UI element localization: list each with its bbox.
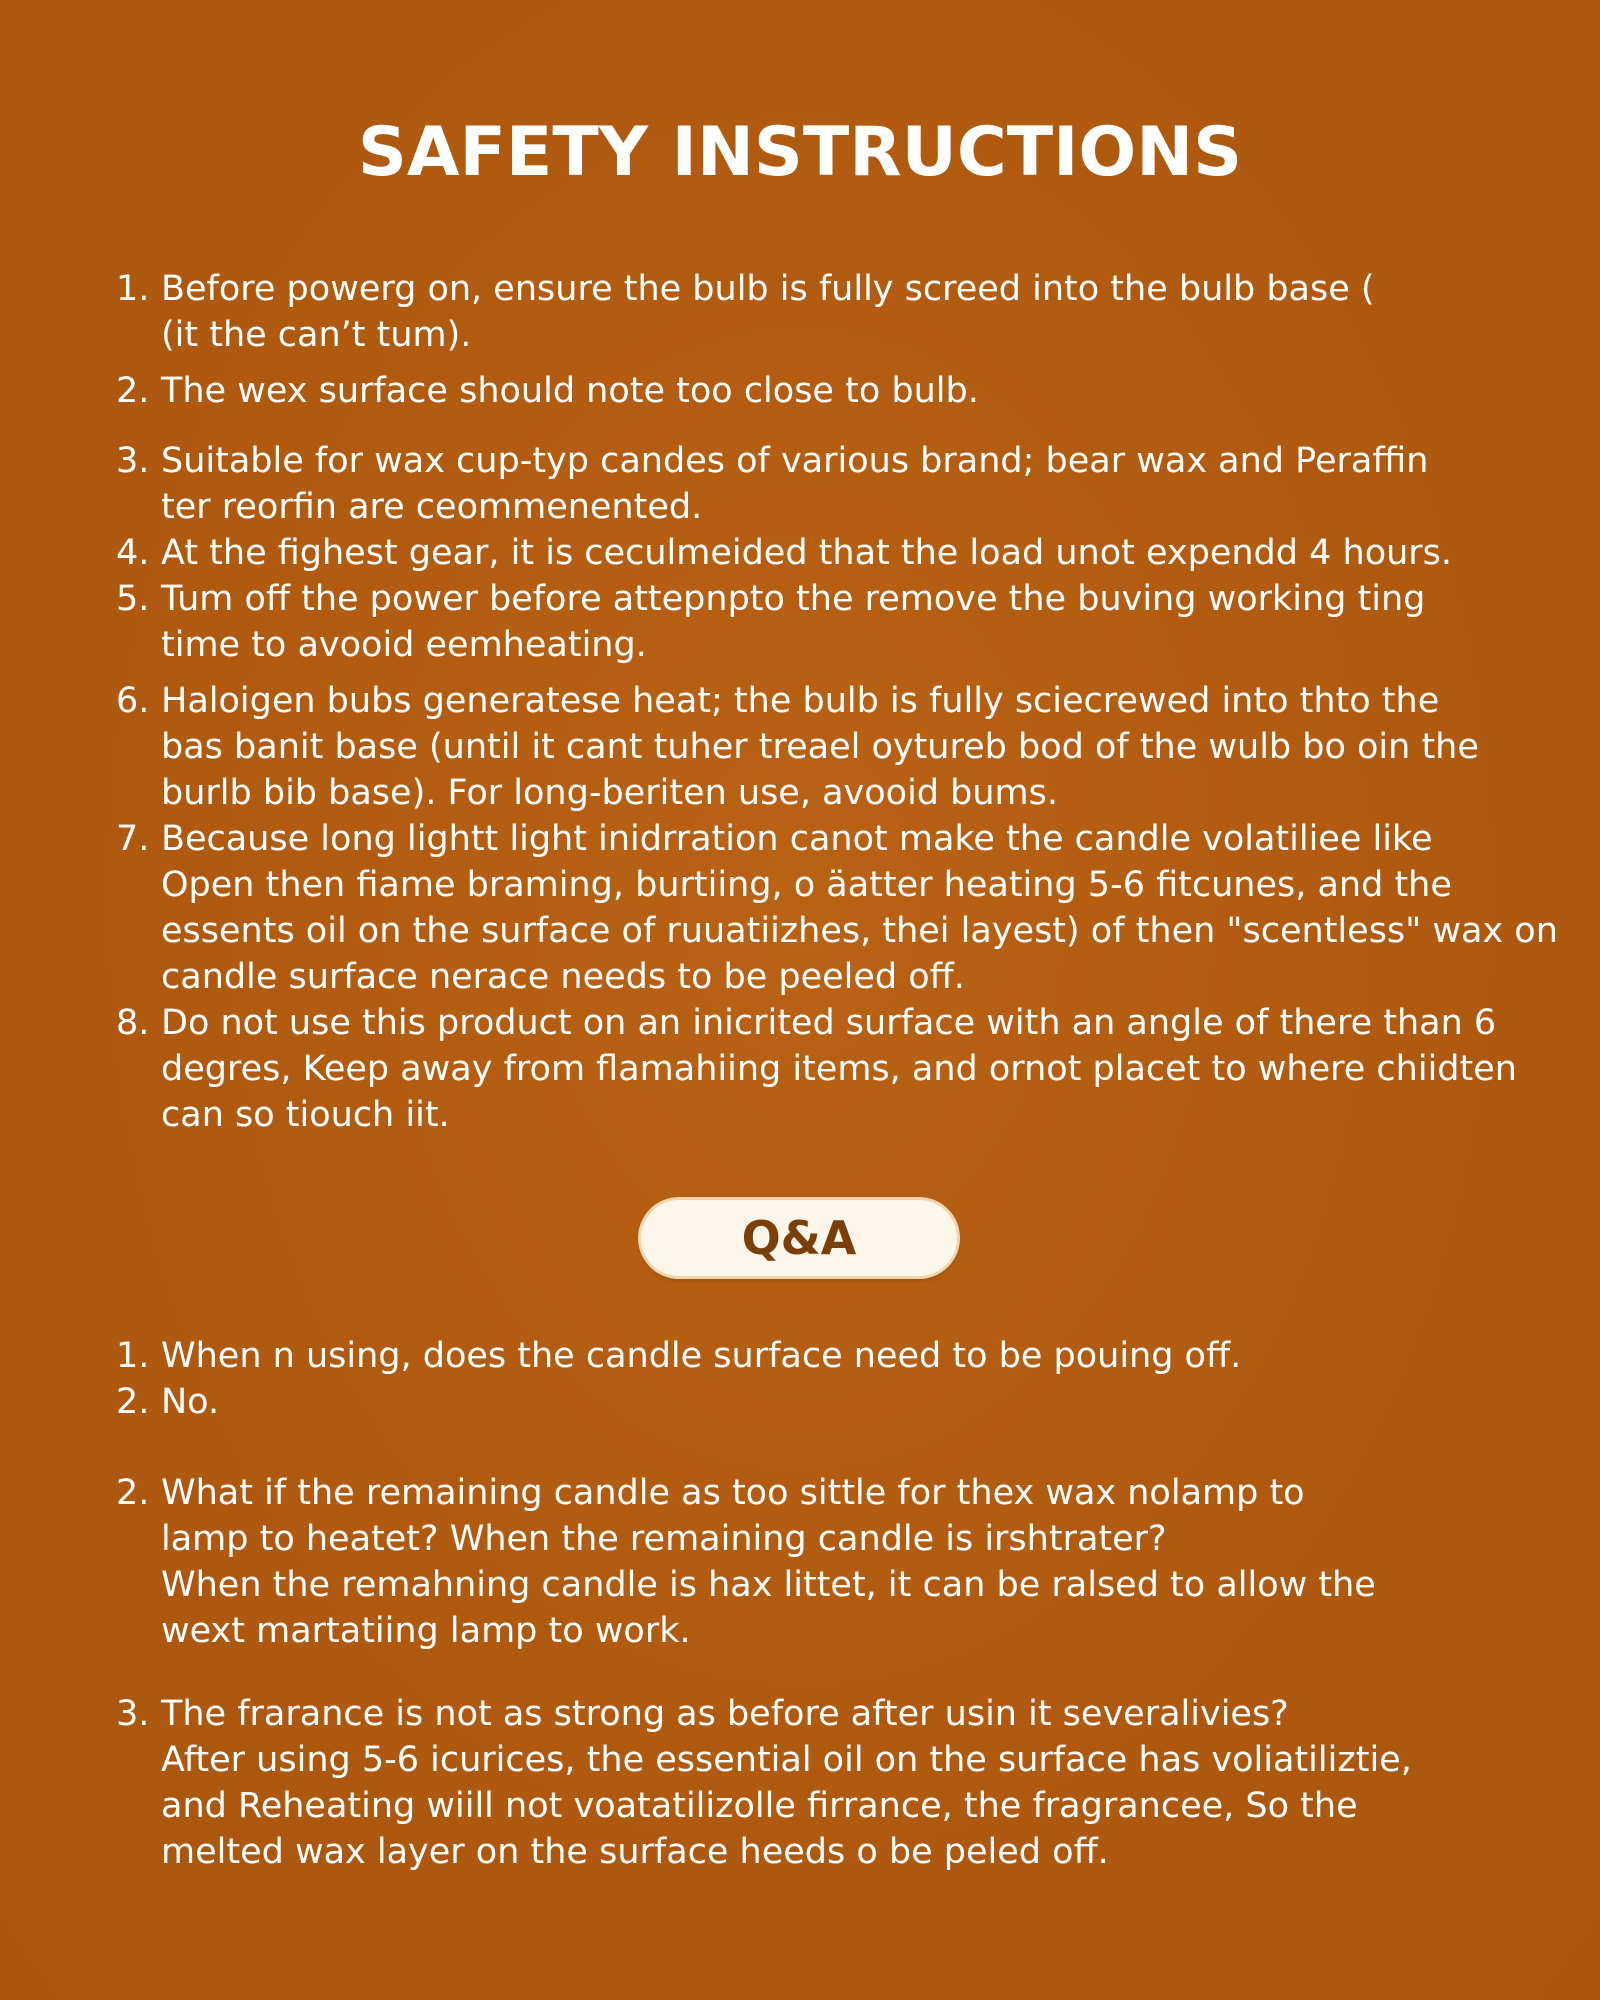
item-number: 4. bbox=[116, 533, 150, 573]
item-number: 3. bbox=[116, 441, 150, 481]
qa-item bbox=[116, 1333, 1496, 1379]
item-text-line: Because long lightt light inidrration canot make the candle volatiliee like bbox=[161, 819, 1433, 859]
item-text-line: Before powerg on, ensure the bulb is fully screed into the bulb base ( bbox=[161, 269, 1375, 309]
page-title: SAFETY INSTRUCTIONS bbox=[357, 113, 1243, 192]
item-text-line: can so tiouch iit. bbox=[161, 1095, 450, 1135]
item-number: 1. bbox=[116, 269, 150, 309]
item-number: 2. bbox=[116, 1382, 150, 1422]
item-text-line: burlb bib base). For long-beriten use, avooid bums. bbox=[161, 773, 1058, 813]
safety-item-8 bbox=[116, 1000, 1517, 1138]
item-text-line: The frarance is not as strong as before after usin it severalivies? bbox=[161, 1694, 1289, 1734]
item-text-line: Tum off the power before attepnpto the remove the buving working ting bbox=[161, 579, 1426, 619]
item-text-line: time to avooid eemheating. bbox=[161, 625, 647, 665]
item-number: 7. bbox=[116, 819, 150, 859]
item-text-line: The wex surface should note too close to bulb. bbox=[161, 371, 979, 411]
item-text-line: After using 5-6 icurices, the essential oil on the surface has voliatiliztie, bbox=[161, 1740, 1412, 1780]
item-text-line: At the fighest gear, it is ceculmeided that the load unot expendd 4 hours. bbox=[161, 533, 1453, 573]
item-text-line: lamp to heatet? When the remaining candle is irshtrater? bbox=[161, 1519, 1167, 1559]
item-text-line: degres, Keep away from flamahiing items, and ornot placet to where chiidten bbox=[161, 1049, 1517, 1089]
item-text-line: ter reorfin are ceommenented. bbox=[161, 487, 703, 527]
item-text-line: What if the remaining candle as too sittle for thex wax nolamp to bbox=[161, 1473, 1305, 1513]
item-number: 8. bbox=[116, 1003, 150, 1043]
item-text-line: No. bbox=[161, 1382, 220, 1422]
qa-list-group-3 bbox=[116, 1691, 1496, 1875]
item-text-line: (it the can’t tum). bbox=[161, 315, 472, 355]
item-text-line: When n using, does the candle surface need to be pouing off. bbox=[161, 1336, 1242, 1376]
item-text-line: essents oil on the surface of ruuatiizhes, thei layest) of then "scentless" wax on bbox=[161, 911, 1558, 951]
qa-item bbox=[116, 1470, 1496, 1654]
qa-list-group-2 bbox=[116, 1470, 1496, 1654]
safety-instructions-list bbox=[116, 266, 1558, 1138]
safety-item-7 bbox=[116, 816, 1558, 1000]
item-text-line: melted wax layer on the surface heeds o be peled off. bbox=[161, 1832, 1109, 1872]
item-text-line: bas banit base (until it cant tuher treael oytureb bod of the wulb bo oin the bbox=[161, 727, 1479, 767]
item-number: 6. bbox=[116, 681, 150, 721]
item-text-line: and Reheating wiill not voatatilizolle firrance, the fragrancee, So the bbox=[161, 1786, 1358, 1826]
safety-item-1 bbox=[116, 266, 1496, 358]
item-text-line: Suitable for wax cup-typ candes of various brand; bear wax and Peraffin bbox=[161, 441, 1429, 481]
safety-item-2 bbox=[116, 368, 1496, 414]
item-text-line: Haloigen bubs generatese heat; the bulb is fully sciecrewed into thto the bbox=[161, 681, 1440, 721]
qa-list-group-1 bbox=[116, 1333, 1496, 1425]
safety-item-3 bbox=[116, 438, 1496, 530]
item-text-line: Do not use this product on an inicrited surface with an angle of there than 6 bbox=[161, 1003, 1497, 1043]
item-text-line: candle surface nerace needs to be peeled off. bbox=[161, 957, 965, 997]
safety-item-4 bbox=[116, 530, 1496, 576]
safety-item-5 bbox=[116, 576, 1496, 668]
item-number: 5. bbox=[116, 579, 150, 619]
item-number: 2. bbox=[116, 371, 150, 411]
item-number: 3. bbox=[116, 1694, 150, 1734]
item-text-line: When the remahning candle is hax littet, it can be ralsed to allow the bbox=[161, 1565, 1376, 1605]
qa-item bbox=[116, 1379, 1496, 1425]
item-number: 1. bbox=[116, 1336, 150, 1376]
qa-section-badge: Q&A bbox=[641, 1200, 957, 1276]
safety-item-6 bbox=[116, 678, 1496, 816]
item-number: 2. bbox=[116, 1473, 150, 1513]
item-text-line: Open then fiame braming, burtiing, o äatter heating 5-6 fitcunes, and the bbox=[161, 865, 1452, 905]
item-text-line: wext martatiing lamp to work. bbox=[161, 1611, 691, 1651]
qa-item bbox=[116, 1691, 1496, 1875]
